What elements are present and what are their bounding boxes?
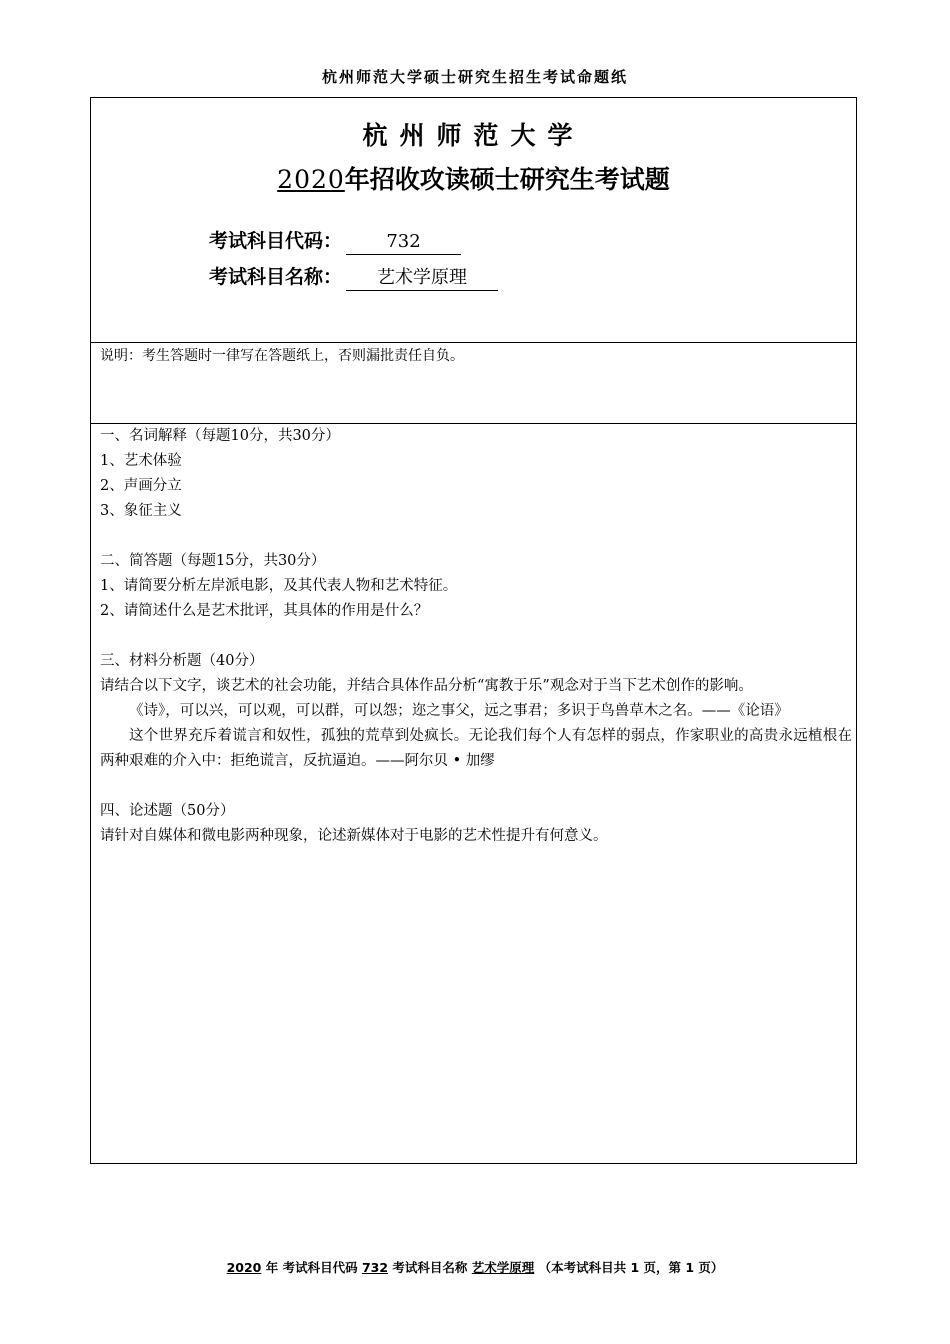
section-2-question-2: 2、请简述什么是艺术批评，其具体的作用是什么？ [100,603,429,619]
footer-name-label: 考试科目名称 [388,1260,472,1275]
section-1-heading: 一、名词解释（每题10分，共30分） [100,428,340,444]
footer-year: 2020 [226,1260,262,1275]
exam-year: 2020 [277,165,345,194]
university-name: 杭州师范大学 [362,121,585,150]
page-footer [0,1258,950,1276]
section-3-quote-2: 这个世界充斥着谎言和奴性，孤独的荒草到处疯长。无论我们每个人有怎样的弱点，作家职业的高贵永远植根在两种艰难的介入中：拒绝谎言，反抗逼迫。——阿尔贝 • 加缪 [100,728,852,769]
section-1-question-1: 1、艺术体验 [100,453,182,469]
section-3-prompt: 请结合以下文字，谈艺术的社会功能，并结合具体作品分析“寓教于乐”观念对于当下艺术创作的影响。 [100,678,753,694]
section-3-quote-1: 《诗》，可以兴，可以观，可以群，可以怨；迩之事父，远之事君；多识于鸟兽草木之名。——《论语》 [129,703,789,719]
footer-code: 732 [361,1260,389,1275]
subject-name-value: 艺术学原理 [346,267,498,291]
questions-text [100,424,852,849]
subject-name-label: 考试科目名称： [209,266,343,288]
subject-code-row [209,226,461,255]
section-2-heading: 二、简答题（每题15分，共30分） [100,553,326,569]
instructions-section [91,343,856,424]
section-4-question-1: 请针对自媒体和微电影两种现象，论述新媒体对于电影的艺术性提升有何意义。 [100,828,608,844]
subject-code-label: 考试科目代码： [209,230,343,252]
title-section [91,98,856,343]
footer-subject-name: 艺术学原理 [471,1260,535,1275]
footer-page-info: （本考试科目共 1 页，第 1 页） [534,1260,724,1275]
instructions-text: 说明：考生答题时一律写在答题纸上，否则漏批责任自负。 [100,348,464,364]
section-3-heading: 三、材料分析题（40分） [100,653,264,669]
subject-code-value: 732 [346,231,461,255]
page-header: 杭州师范大学硕士研究生招生考试命题纸 [321,68,628,86]
footer-code-label: 年 考试科目代码 [261,1260,362,1275]
exam-title-text: 年招收攻读硕士研究生考试题 [344,165,670,194]
section-4-heading: 四、论述题（50分） [100,803,235,819]
exam-title [91,160,856,196]
section-1-question-3: 3、象征主义 [100,503,182,519]
section-1-question-2: 2、声画分立 [100,478,182,494]
section-2-question-1: 1、请简要分析左岸派电影，及其代表人物和艺术特征。 [100,578,458,594]
exam-frame [90,97,857,1164]
subject-name-row [209,262,498,291]
